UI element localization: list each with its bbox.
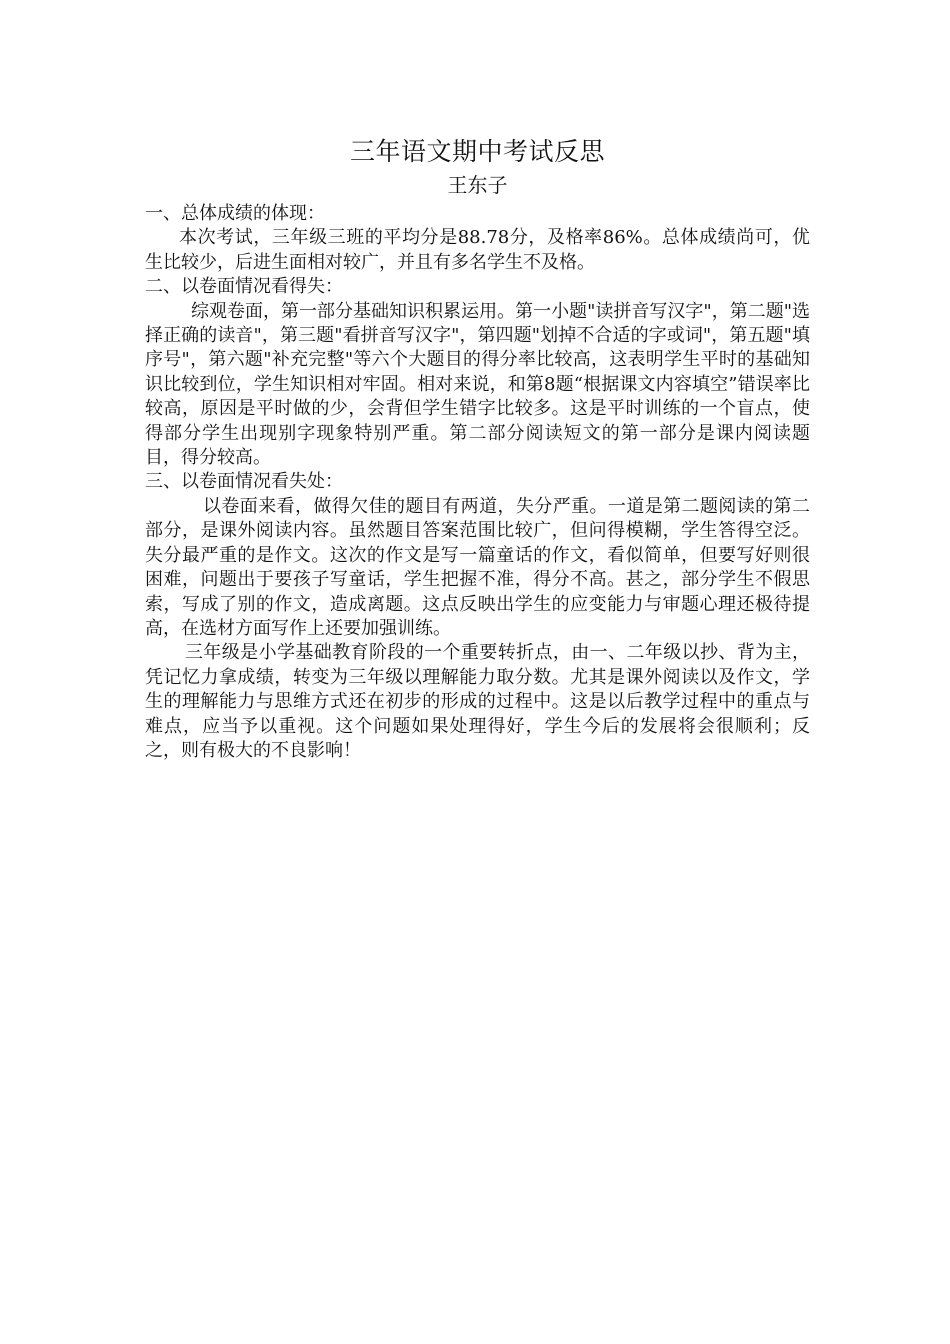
section-paragraph: 以卷面来看，做得欠佳的题目有两道，失分严重。一道是第二题阅读的第二部分，是课外阅读内容。虽然题目答案范围比较广，但问得模糊，学生答得空泛。失分最严重的是作文。这次的作文是写一篇童话的作文，看似简单，但要写好则很困难，问题出于要孩子写童话，学生把握不准，得分不高。甚之，部分学生不假思索，写成了别的作文，造成离题。这点反映出学生的应变能力与审题心理还极待提高，在选材方面写作上还要加强训练。 bbox=[145, 495, 810, 639]
document-author: 王东子 bbox=[447, 173, 508, 197]
section-shortcomings bbox=[145, 470, 810, 763]
document-title: 三年语文期中考试反思 bbox=[349, 137, 605, 166]
document-body bbox=[145, 134, 810, 763]
section-paragraph: 三年级是小学基础教育阶段的一个重要转折点，由一、二年级以抄、背为主，凭记忆力拿成绩，转变为三年级以理解能力取分数。尤其是课外阅读以及作文，学生的理解能力与思维方式还在初步的形成的过程中。这是以后教学过程中的重点与难点，应当予以重视。这个问题如果处理得好，学生今后的发展将会很顺利；反之，则有极大的不良影响！ bbox=[145, 642, 810, 761]
section-heading: 二、以卷面情况看得失： bbox=[145, 276, 343, 298]
section-overall-results bbox=[145, 202, 810, 275]
section-heading: 三、以卷面情况看失处： bbox=[145, 471, 343, 493]
section-paragraph: 综观卷面，第一部分基础知识积累运用。第一小题"读拼音写汉字"，第二题"选择正确的读音"，第三题"看拼音写汉字"，第四题"划掉不合适的字或词"，第五题"填序号"，第六题"补充完整"等六个大题目的得分率比较高，这表明学生平时的基础知识比较到位，学生知识相对牢固。相对来说，和第8题“根据课文内容填空”错误率比较高，原因是平时做的少，会背但学生错字比较多。这是平时训练的一个盲点，使得部分学生出现别字现象特别严重。第二部分阅读短文的第一部分是课内阅读题目，得分较高。 bbox=[145, 300, 810, 469]
section-heading: 一、总体成绩的体现： bbox=[145, 203, 325, 224]
section-gains-losses bbox=[145, 275, 810, 470]
section-paragraph: 本次考试，三年级三班的平均分是88.78分，及格率86%。总体成绩尚可，优生比较少，后进生面相对较广，并且有多名学生不及格。 bbox=[145, 227, 810, 273]
